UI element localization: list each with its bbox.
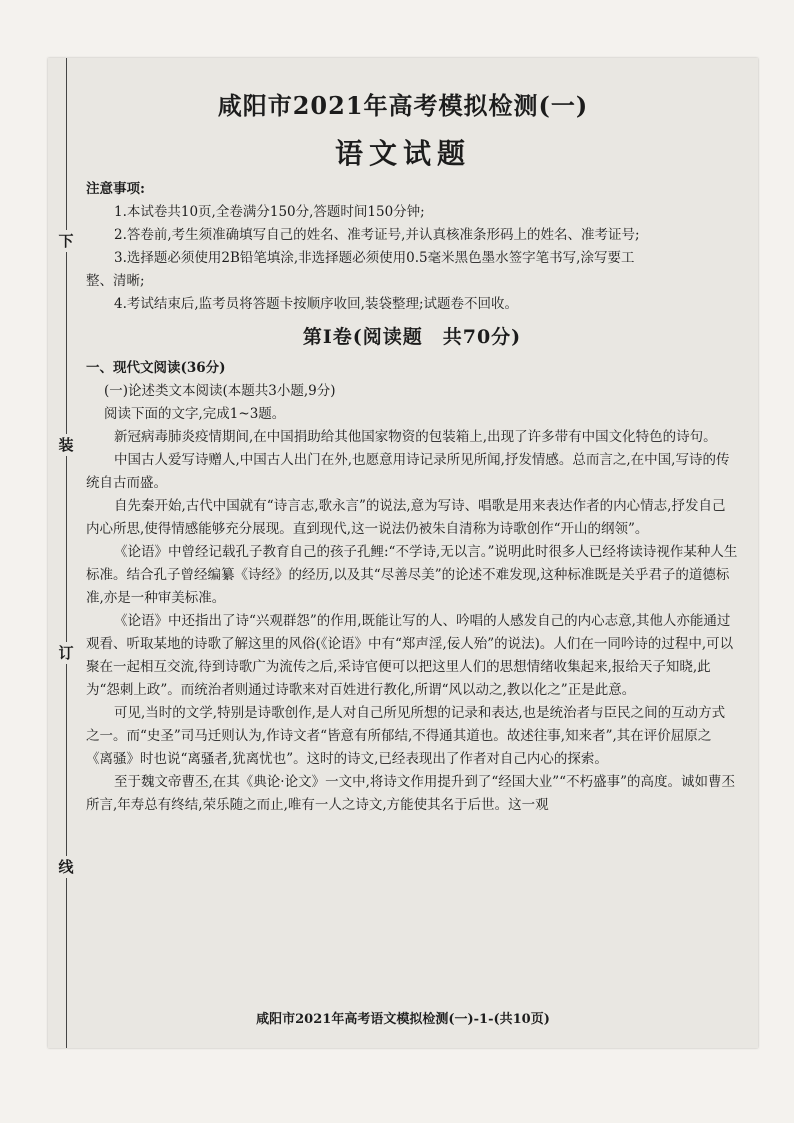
notice-item: 整、清晰;	[86, 273, 145, 289]
notice-item: 1.本试卷共10页,全卷满分150分,答题时间150分钟;	[114, 204, 425, 220]
exam-title: 咸阳市2021年高考模拟检测(一)	[217, 91, 589, 120]
margin-label-xia: 下	[53, 230, 79, 252]
passage-paragraph: 至于魏文帝曹丕,在其《典论·论文》一文中,将诗文作用提升到了“经国大业”“不朽盛事”的高度。诚如曹丕所言,年寿总有终结,荣乐随之而止,唯有一人之诗文,方能使其名于后世。这一观	[86, 774, 735, 813]
exam-page	[48, 58, 758, 1048]
part-heading: 一、现代文阅读(36分)	[86, 360, 226, 376]
passage-paragraph: 《论语》中曾经记载孔子教育自己的孩子孔鲤:“不学诗,无以言。”说明此时很多人已经将读诗视作某种人生标准。结合孔子曾经编纂《诗经》的经历,以及其“尽善尽美”的论述不难发现,这种标准既是关乎君子的道德标准,亦是一种审美标准。	[86, 544, 738, 606]
page-footer: 咸阳市2021年高考语文模拟检测(一)-1-(共10页)	[256, 1012, 550, 1027]
section-title: 第Ⅰ卷(阅读题 共70分)	[302, 326, 522, 348]
passage-paragraph: 《论语》中还指出了诗“兴观群怨”的作用,既能让写的人、吟唱的人感发自己的内心志意,其他人亦能通过观看、听取某地的诗歌了解这里的风俗(《论语》中有“郑声淫,佞人殆”的说法)。人们在一同吟诗的过程中,可以聚在一起相互交流,待到诗歌广为流传之后,采诗官便可以把这里人们的思想情绪收集起来,报给天子知晓,此为“怨刺上政”。而统治者则通过诗歌来对百姓进行教化,所谓“风以动之,教以化之”正是此意。	[86, 613, 734, 698]
notice-item: 3.选择题必须使用2B铅笔填涂,非选择题必须使用0.5毫米黑色墨水签字笔书写,涂写要工	[114, 250, 635, 266]
sub-heading: (一)论述类文本阅读(本题共3小题,9分)	[104, 383, 336, 399]
notice-item: 4.考试结束后,监考员将答题卡按顺序收回,装袋整理;试题卷不回收。	[114, 296, 519, 312]
margin-label-xian: 线	[53, 856, 79, 878]
passage-paragraph: 自先秦开始,古代中国就有“诗言志,歌永言”的说法,意为写诗、唱歌是用来表达作者的内心情志,抒发自己内心所思,使得情感能够充分展现。直到现代,这一说法仍被朱自清称为诗歌创作“开山的纲领”。	[86, 498, 726, 537]
exam-content	[86, 178, 738, 817]
passage-paragraph: 新冠病毒肺炎疫情期间,在中国捐助给其他国家物资的包装箱上,出现了许多带有中国文化特色的诗句。	[114, 429, 717, 445]
notice-heading: 注意事项:	[86, 181, 145, 197]
passage-paragraph: 中国古人爱写诗赠人,中国古人出门在外,也愿意用诗记录所见所闻,抒发情感。总而言之,在中国,写诗的传统自古而盛。	[86, 452, 730, 491]
subject-title: 语文试题	[334, 137, 471, 170]
margin-label-ding: 订	[53, 642, 79, 664]
instruction: 阅读下面的文字,完成1~3题。	[104, 406, 286, 422]
margin-label-zhuang: 装	[53, 434, 79, 456]
notice-item: 2.答卷前,考生须准确填写自己的姓名、准考证号,并认真核准条形码上的姓名、准考证号;	[114, 227, 640, 243]
passage-paragraph: 可见,当时的文学,特别是诗歌创作,是人对自己所见所想的记录和表达,也是统治者与臣民之间的互动方式之一。而“史圣”司马迁则认为,作诗文者“皆意有所郁结,不得通其道也。故述往事,知来者”,其在评价屈原之《离骚》时也说“离骚者,犹离忧也”。这时的诗文,已经表现出了作者对自己内心的探索。	[86, 705, 726, 767]
binding-line	[66, 58, 67, 1048]
